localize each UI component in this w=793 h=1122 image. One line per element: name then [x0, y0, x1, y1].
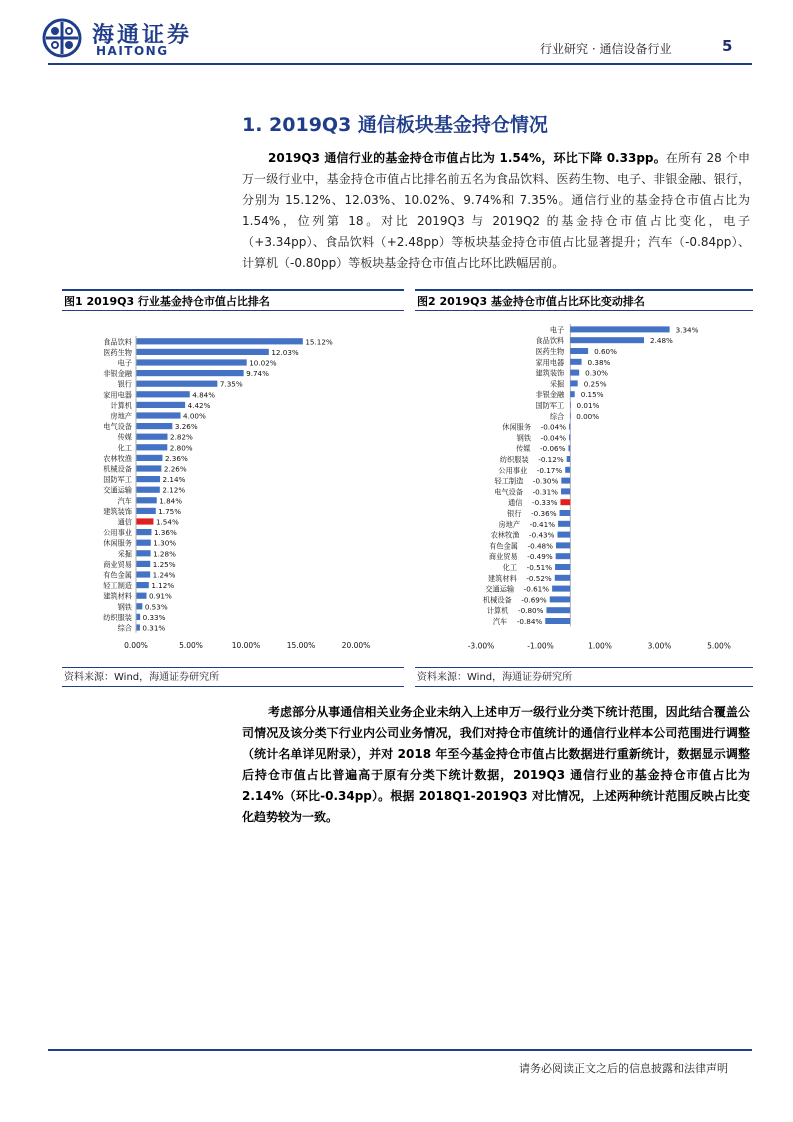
- chart2-value-label: -0.41%: [529, 519, 556, 529]
- chart1-category-label: 休闲服务: [103, 538, 132, 548]
- chart1-value-label: 3.26%: [174, 422, 198, 432]
- chart1-value-label: 0.33%: [142, 612, 166, 622]
- chart1-value-label: 2.36%: [164, 453, 188, 463]
- chart2-category-label: 计算机: [486, 606, 509, 616]
- chart1-value-label: 1.30%: [153, 538, 177, 548]
- chart2-category-label: 医药生物: [535, 347, 565, 356]
- chart2-value-label: -0.43%: [529, 530, 555, 540]
- chart1-tick-label: 10.00%: [231, 640, 261, 650]
- chart2-category-label: 国防军工: [535, 401, 565, 410]
- chart1-bar: [137, 529, 152, 535]
- chart1-bar: [137, 518, 154, 524]
- chart1-category-label: 电子: [117, 358, 132, 368]
- chart2-bar: [546, 607, 570, 613]
- chart1-value-label: 0.53%: [144, 602, 168, 612]
- chart1-bar: [137, 423, 173, 429]
- chart1-category-label: 建筑装饰: [103, 506, 132, 516]
- footer-disclaimer: 请务必阅读正文之后的信息披露和法律声明: [519, 1062, 728, 1075]
- figure2-source: 资料来源：Wind，海通证券研究所: [415, 667, 753, 687]
- chart1-category-label: 传媒: [117, 432, 132, 442]
- chart2-bar: [570, 326, 669, 332]
- chart2-value-label: -0.06%: [540, 444, 566, 454]
- chart1-value-label: 1.24%: [152, 570, 176, 580]
- chart2-bar: [561, 478, 570, 484]
- chart2-category-label: 综合: [549, 411, 565, 421]
- chart1-value-label: 2.14%: [162, 475, 186, 485]
- chart1-category-label: 通信: [117, 517, 132, 527]
- chart1-category-label: 轻工制造: [103, 581, 132, 591]
- chart1-value-label: 2.80%: [169, 443, 193, 453]
- chart2-value-label: -0.12%: [538, 455, 564, 464]
- chart1-value-label: 1.54%: [155, 517, 179, 527]
- chart2-bar: [570, 391, 574, 397]
- chart2-category-label: 汽车: [492, 617, 508, 626]
- chart2-tick-label: 1.00%: [588, 641, 612, 651]
- chart2-category-label: 交通运输: [485, 584, 515, 594]
- chart2-category-label: 房地产: [498, 519, 521, 529]
- intro-body-text: 在所有 28 个申万一级行业中，基金持仓市值占比排名前五名为食品饮料、医药生物、电子、非银金融、银行，分别为 15.12%、12.03%、10.02%、9.74%和 7.35%。通信行业的基金持仓市值占比为 1.54%，位列第 18。对比 2019Q3 与 2019Q2 的基金持仓市值占比变化，电子（+3.34pp）、食品饮料（+2.48pp）等板块基金持仓市值占比显著提升；汽车（-0.84pp）、计算机（-0.80pp）等板块基金持仓市值占比环比跌幅居前。: [242, 151, 751, 270]
- chart2-bar: [570, 370, 579, 376]
- chart2-bar: [570, 413, 571, 419]
- chart1-bar: [137, 444, 168, 450]
- chart1-bar: [137, 497, 157, 503]
- chart1-category-label: 非银金融: [103, 369, 132, 379]
- chart1-category-label: 商业贸易: [103, 559, 132, 569]
- chart2-value-label: 2.48%: [650, 336, 673, 346]
- chart1-category-label: 电气设备: [103, 422, 132, 432]
- figure1-title: 图1 2019Q3 行业基金持仓市值占比排名: [62, 289, 404, 311]
- chart2-value-label: -0.49%: [527, 552, 553, 562]
- chart1-value-label: 0.31%: [142, 623, 166, 633]
- chart1-tick-label: 0.00%: [124, 640, 148, 650]
- chart1-category-label: 房地产: [110, 411, 132, 421]
- logo-english-name: HAITONG: [96, 44, 169, 58]
- chart2-value-label: -0.69%: [521, 595, 547, 605]
- chart2-category-label: 纺织服装: [499, 455, 529, 464]
- figure2-title: 图2 2019Q3 基金持仓市值占比环比变动排名: [415, 289, 753, 311]
- chart2-bar: [560, 510, 571, 516]
- chart1-value-label: 10.02%: [249, 358, 277, 368]
- chart1-category-label: 食品饮料: [103, 337, 132, 347]
- section-title: 1. 2019Q3 通信板块基金持仓情况: [242, 114, 548, 136]
- chart1-value-label: 7.35%: [219, 379, 243, 389]
- figure1-bar-chart: [62, 334, 404, 652]
- chart2-tick-label: -1.00%: [527, 641, 554, 651]
- chart1-value-label: 4.84%: [192, 390, 216, 400]
- chart1-category-label: 钢铁: [117, 602, 132, 612]
- chart2-value-label: -0.31%: [532, 487, 559, 497]
- chart1-tick-label: 20.00%: [341, 640, 371, 650]
- chart1-value-label: 9.74%: [246, 369, 269, 379]
- chart2-bar: [555, 564, 570, 570]
- chart2-bar: [545, 618, 570, 624]
- chart2-value-label: -0.04%: [540, 433, 567, 443]
- chart1-value-label: 1.75%: [158, 506, 182, 516]
- chart1-bar: [137, 381, 218, 387]
- intro-bold-lead: 2019Q3 通信行业的基金持仓市值占比为 1.54%，环比下降 0.33pp。: [268, 151, 666, 165]
- chart2-bar: [568, 445, 570, 451]
- chart2-value-label: 0.01%: [576, 401, 600, 410]
- chart2-value-label: -0.36%: [531, 509, 557, 518]
- chart2-value-label: 0.38%: [587, 357, 611, 367]
- chart2-category-label: 建筑装饰: [535, 368, 565, 378]
- chart2-bar: [555, 575, 570, 581]
- chart2-bar: [569, 424, 570, 430]
- chart2-bar: [561, 488, 570, 494]
- chart2-value-label: 0.60%: [594, 347, 617, 356]
- chart2-category-label: 银行: [507, 509, 522, 518]
- chart2-bar: [570, 348, 588, 354]
- chart1-bar: [137, 391, 190, 397]
- chart1-value-label: 2.12%: [162, 485, 186, 495]
- header-category: 行业研究 · 通信设备行业: [540, 42, 672, 56]
- chart2-value-label: -0.33%: [531, 498, 558, 508]
- chart1-bar: [137, 550, 151, 556]
- chart2-category-label: 通信: [508, 498, 523, 508]
- chart1-tick-label: 5.00%: [179, 640, 203, 650]
- chart1-bar: [137, 476, 161, 482]
- chart2-category-label: 传媒: [516, 444, 531, 454]
- chart1-bar: [137, 508, 156, 514]
- chart2-bar: [550, 596, 571, 602]
- chart1-category-label: 公用事业: [103, 528, 132, 538]
- chart2-value-label: 3.34%: [675, 325, 699, 335]
- chart1-category-label: 机械设备: [103, 464, 132, 474]
- chart1-bar: [137, 624, 140, 630]
- chart2-value-label: 0.15%: [580, 390, 604, 400]
- chart1-category-label: 采掘: [117, 549, 132, 559]
- logo-chinese-name: 海通证券: [92, 22, 193, 48]
- chart2-category-label: 建筑材料: [488, 573, 517, 583]
- chart1-bar: [137, 359, 247, 365]
- chart1-bar: [137, 402, 186, 408]
- chart2-value-label: -0.84%: [516, 617, 543, 626]
- chart2-category-label: 电子: [549, 325, 565, 335]
- chart1-bar: [137, 593, 147, 599]
- chart1-category-label: 有色金属: [103, 570, 132, 580]
- methodology-paragraph: 考虑部分从事通信相关业务企业未纳入上述申万一级行业分类下统计范围，因此结合覆盖公司情况及该分类下行业内公司业务情况，我们对持仓市值统计的通信行业样本公司范围进行调整（统计名单详见附录），并对 2018 年至今基金持仓市值占比数据进行重新统计，数据显示调整后持仓市值占比普遍高于原有分类下统计数据，2019Q3 通信行业的基金持仓市值占比为 2.14%（环比-0.34pp）。根据 2018Q1-2019Q3 对比情况，上述两种统计范围反映占比变化趋势较为一致。: [242, 705, 750, 824]
- chart2-bar: [552, 586, 570, 592]
- haitong-logo-icon: [42, 18, 82, 58]
- chart2-category-label: 公用事业: [498, 465, 528, 475]
- chart2-category-label: 休闲服务: [502, 422, 532, 432]
- chart2-value-label: -0.52%: [526, 573, 552, 583]
- chart1-category-label: 计算机: [110, 400, 132, 410]
- chart2-category-label: 机械设备: [482, 595, 512, 605]
- chart2-category-label: 农林牧渔: [490, 530, 520, 540]
- footer-divider: [48, 1049, 752, 1051]
- chart2-bar: [570, 402, 571, 408]
- chart2-tick-label: 5.00%: [707, 641, 731, 651]
- chart1-category-label: 纺织服装: [103, 612, 132, 622]
- chart2-bar: [570, 380, 577, 386]
- chart2-bar: [556, 553, 571, 559]
- chart1-bar: [137, 434, 168, 440]
- chart2-value-label: -0.48%: [527, 541, 553, 551]
- chart2-value-label: -0.30%: [532, 476, 559, 486]
- chart1-value-label: 2.26%: [163, 464, 187, 474]
- chart1-category-label: 银行: [117, 379, 132, 389]
- figure2-bar-chart: [415, 322, 753, 662]
- chart1-bar: [137, 412, 181, 418]
- figure1-source: 资料来源：Wind，海通证券研究所: [62, 667, 404, 687]
- chart1-bar: [137, 465, 162, 471]
- chart2-tick-label: 3.00%: [647, 641, 672, 651]
- chart1-bar: [137, 455, 163, 461]
- chart1-category-label: 医药生物: [103, 347, 132, 357]
- chart2-bar: [570, 359, 581, 365]
- chart1-category-label: 交通运输: [103, 485, 132, 495]
- chart1-bar: [137, 582, 149, 588]
- chart1-value-label: 4.42%: [187, 400, 211, 410]
- chart2-bar: [557, 532, 570, 538]
- chart1-value-label: 15.12%: [305, 337, 333, 347]
- chart1-value-label: 0.91%: [149, 591, 172, 601]
- chart2-category-label: 有色金属: [489, 541, 518, 551]
- chart2-value-label: 0.00%: [576, 411, 600, 421]
- chart2-value-label: -0.80%: [518, 606, 544, 616]
- chart2-value-label: -0.61%: [523, 584, 550, 594]
- chart2-bar: [556, 542, 570, 548]
- chart1-bar: [137, 349, 269, 355]
- chart2-category-label: 家用电器: [535, 357, 565, 367]
- chart2-bar: [558, 521, 570, 527]
- intro-paragraph: [242, 148, 750, 274]
- chart2-category-label: 化工: [502, 563, 518, 572]
- chart1-category-label: 国防军工: [103, 475, 132, 485]
- chart1-category-label: 建筑材料: [103, 591, 132, 601]
- chart2-bar: [567, 456, 571, 462]
- chart2-value-label: 0.25%: [583, 379, 607, 389]
- chart1-value-label: 1.12%: [151, 581, 175, 591]
- header-divider: [48, 63, 752, 65]
- chart1-value-label: 12.03%: [271, 347, 299, 357]
- chart1-value-label: 1.25%: [152, 559, 176, 569]
- chart2-category-label: 钢铁: [516, 433, 532, 443]
- chart2-tick-label: -3.00%: [467, 641, 495, 651]
- chart2-category-label: 食品饮料: [535, 336, 565, 346]
- chart1-category-label: 家用电器: [103, 390, 132, 400]
- page-number: 5: [722, 37, 733, 55]
- chart1-category-label: 农林牧渔: [103, 453, 132, 463]
- chart2-category-label: 非银金融: [535, 390, 565, 400]
- chart2-category-label: 电气设备: [494, 487, 524, 497]
- chart1-bar: [137, 540, 151, 546]
- chart1-category-label: 化工: [117, 443, 132, 453]
- chart2-category-label: 轻工制造: [494, 476, 524, 486]
- chart1-bar: [137, 370, 244, 376]
- chart1-category-label: 汽车: [117, 496, 132, 506]
- chart2-bar: [570, 337, 644, 343]
- chart2-value-label: -0.04%: [540, 422, 567, 432]
- chart2-bar: [565, 467, 570, 473]
- chart1-value-label: 1.36%: [153, 528, 177, 538]
- chart1-bar: [137, 614, 141, 620]
- chart1-bar: [137, 338, 303, 344]
- chart2-bar: [569, 434, 570, 440]
- chart1-bar: [137, 487, 160, 493]
- chart2-category-label: 商业贸易: [488, 552, 518, 562]
- chart2-value-label: 0.30%: [585, 368, 609, 378]
- chart1-tick-label: 15.00%: [286, 640, 316, 650]
- chart1-bar: [137, 603, 143, 609]
- chart2-category-label: 采掘: [549, 379, 565, 389]
- chart1-category-label: 综合: [117, 623, 132, 633]
- chart1-value-label: 1.84%: [159, 496, 183, 506]
- chart1-bar: [137, 561, 151, 567]
- chart2-value-label: -0.17%: [536, 465, 563, 475]
- chart1-value-label: 2.82%: [170, 432, 193, 442]
- chart2-value-label: -0.51%: [526, 563, 553, 572]
- chart1-value-label: 1.28%: [153, 549, 176, 559]
- chart1-bar: [137, 571, 151, 577]
- chart2-bar: [560, 499, 570, 505]
- chart1-value-label: 4.00%: [183, 411, 206, 421]
